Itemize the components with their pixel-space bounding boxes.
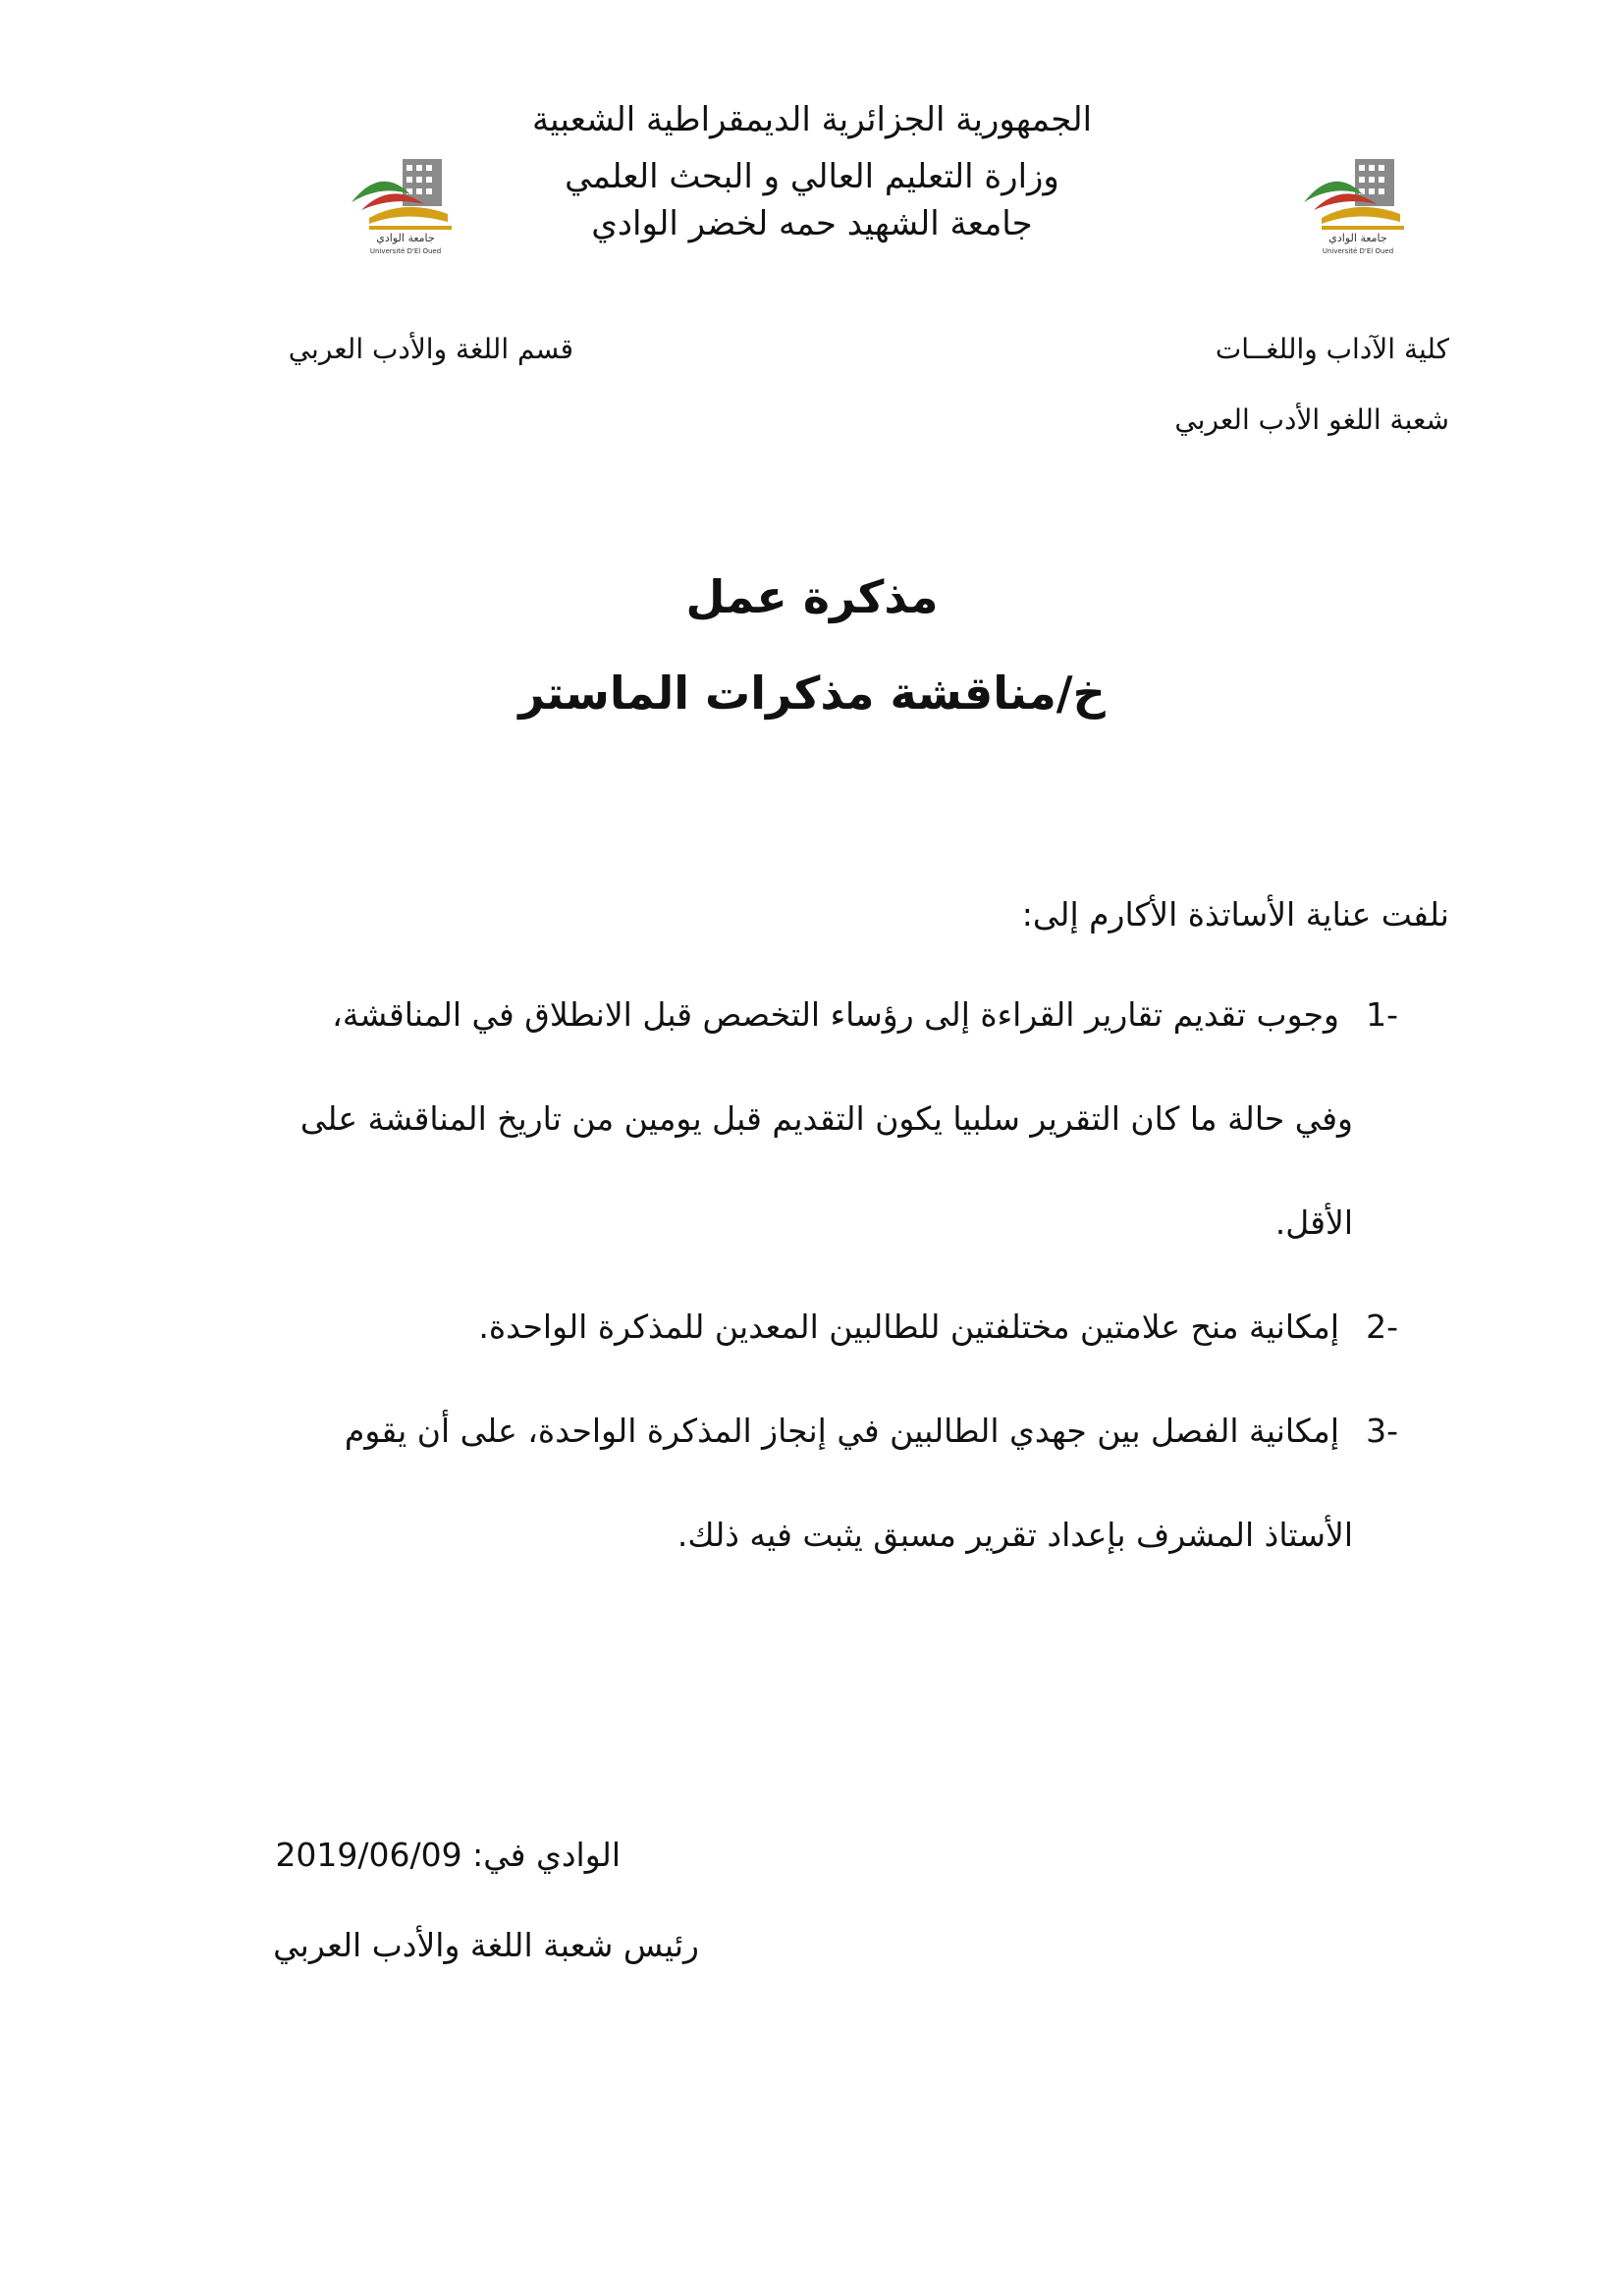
- item-number: 1-: [1366, 995, 1398, 1034]
- signature-date-line: [247, 1834, 621, 1877]
- item-line: وفي حالة ما كان التقرير سلبيا يكون التقديم قبل يومين من تاريخ المناقشة على: [299, 1099, 1353, 1138]
- item-line: الأقل.: [1274, 1203, 1353, 1242]
- department-name: قسم اللغة والأدب العربي: [288, 333, 573, 365]
- signature-role: رئيس شعبة اللغة والأدب العربي: [273, 1926, 699, 1964]
- memo-title: مذكرة عمل: [685, 570, 939, 623]
- memo-subject: خ/مناقشة مذكرات الماستر: [518, 667, 1106, 720]
- logo-label-ar: جامعة الوادي: [376, 232, 435, 244]
- university-logo-icon: [1294, 145, 1422, 263]
- header-republic: الجمهورية الجزائرية الديمقراطية الشعبية: [531, 100, 1093, 139]
- header-university: جامعة الشهيد حمه لخضر الوادي: [591, 204, 1033, 243]
- logo-label-fr: Université D'El Oued: [1322, 247, 1394, 255]
- logo-label-ar: جامعة الوادي: [1328, 232, 1387, 244]
- university-logo-icon: [342, 145, 469, 263]
- faculty-name: كلية الآداب واللغــات: [1215, 333, 1449, 365]
- university-logo-right: [1294, 145, 1422, 263]
- item-line: الأستاذ المشرف بإعداد تقرير مسبق يثبت فيه ذلك.: [677, 1516, 1353, 1554]
- university-logo-left: [342, 145, 469, 263]
- signature-place-label: الوادي في:: [472, 1836, 621, 1874]
- signature-date: 2019/06/09: [275, 1836, 462, 1874]
- item-line: إمكانية منح علامتين مختلفتين للطالبين المعدين للمذكرة الواحدة.: [478, 1308, 1339, 1346]
- header-ministry: وزارة التعليم العالي و البحث العلمي: [565, 157, 1059, 196]
- item-number: 3-: [1366, 1412, 1398, 1450]
- intro-line: نلفت عناية الأساتذة الأكارم إلى:: [1021, 895, 1449, 934]
- branch-name: شعبة اللغو الأدب العربي: [1174, 403, 1449, 436]
- item-line: وجوب تقديم تقارير القراءة إلى رؤساء التخصص قبل الانطلاق في المناقشة،: [332, 995, 1339, 1034]
- item-number: 2-: [1366, 1308, 1398, 1346]
- item-line: إمكانية الفصل بين جهدي الطالبين في إنجاز المذكرة الواحدة، على أن يقوم: [344, 1412, 1339, 1450]
- logo-label-fr: Université D'El Oued: [369, 247, 442, 255]
